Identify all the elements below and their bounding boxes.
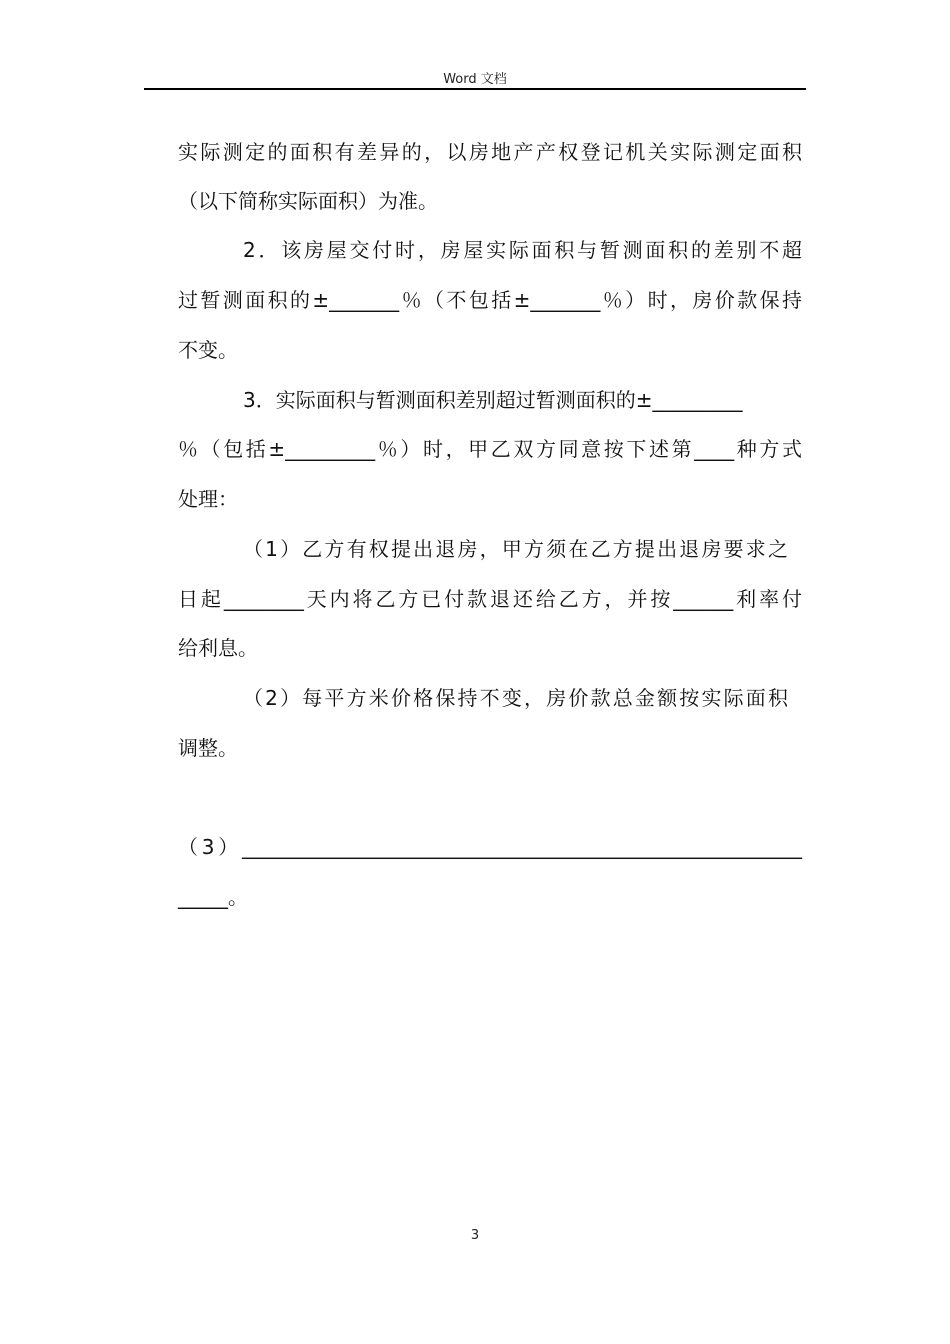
body-line: （3）________________________________________________________ [178, 835, 802, 859]
header-divider [144, 88, 806, 90]
body-line: ％（包括±_________％）时，甲乙双方同意按下述第____种方式 [178, 437, 802, 461]
body-line: 处理： [178, 487, 238, 511]
body-line: 过暂测面积的±_______％（不包括±_______％）时，房价款保持 [178, 288, 802, 312]
body-line: （1）乙方有权提出退房，甲方须在乙方提出退房要求之 [243, 537, 788, 561]
body-line: 2．该房屋交付时，房屋实际面积与暂测面积的差别不超 [243, 238, 802, 262]
page-number: 3 [470, 1228, 480, 1243]
body-line: _____。 [178, 885, 248, 909]
body-line: （2）每平方米价格保持不变，房价款总金额按实际面积 [243, 686, 788, 710]
body-line: 3．实际面积与暂测面积差别超过暂测面积的±_________ [243, 388, 743, 412]
body-line: 不变。 [178, 338, 238, 362]
page-header: Word 文档 [443, 72, 507, 87]
body-line: 实际测定的面积有差异的，以房地产产权登记机关实际测定面积 [178, 140, 802, 164]
body-line: （以下简称实际面积）为准。 [178, 189, 438, 213]
body-line: 调整。 [178, 736, 238, 760]
body-line: 给利息。 [178, 636, 258, 660]
body-line: 日起________天内将乙方已付款退还给乙方，并按______利率付 [178, 587, 802, 611]
